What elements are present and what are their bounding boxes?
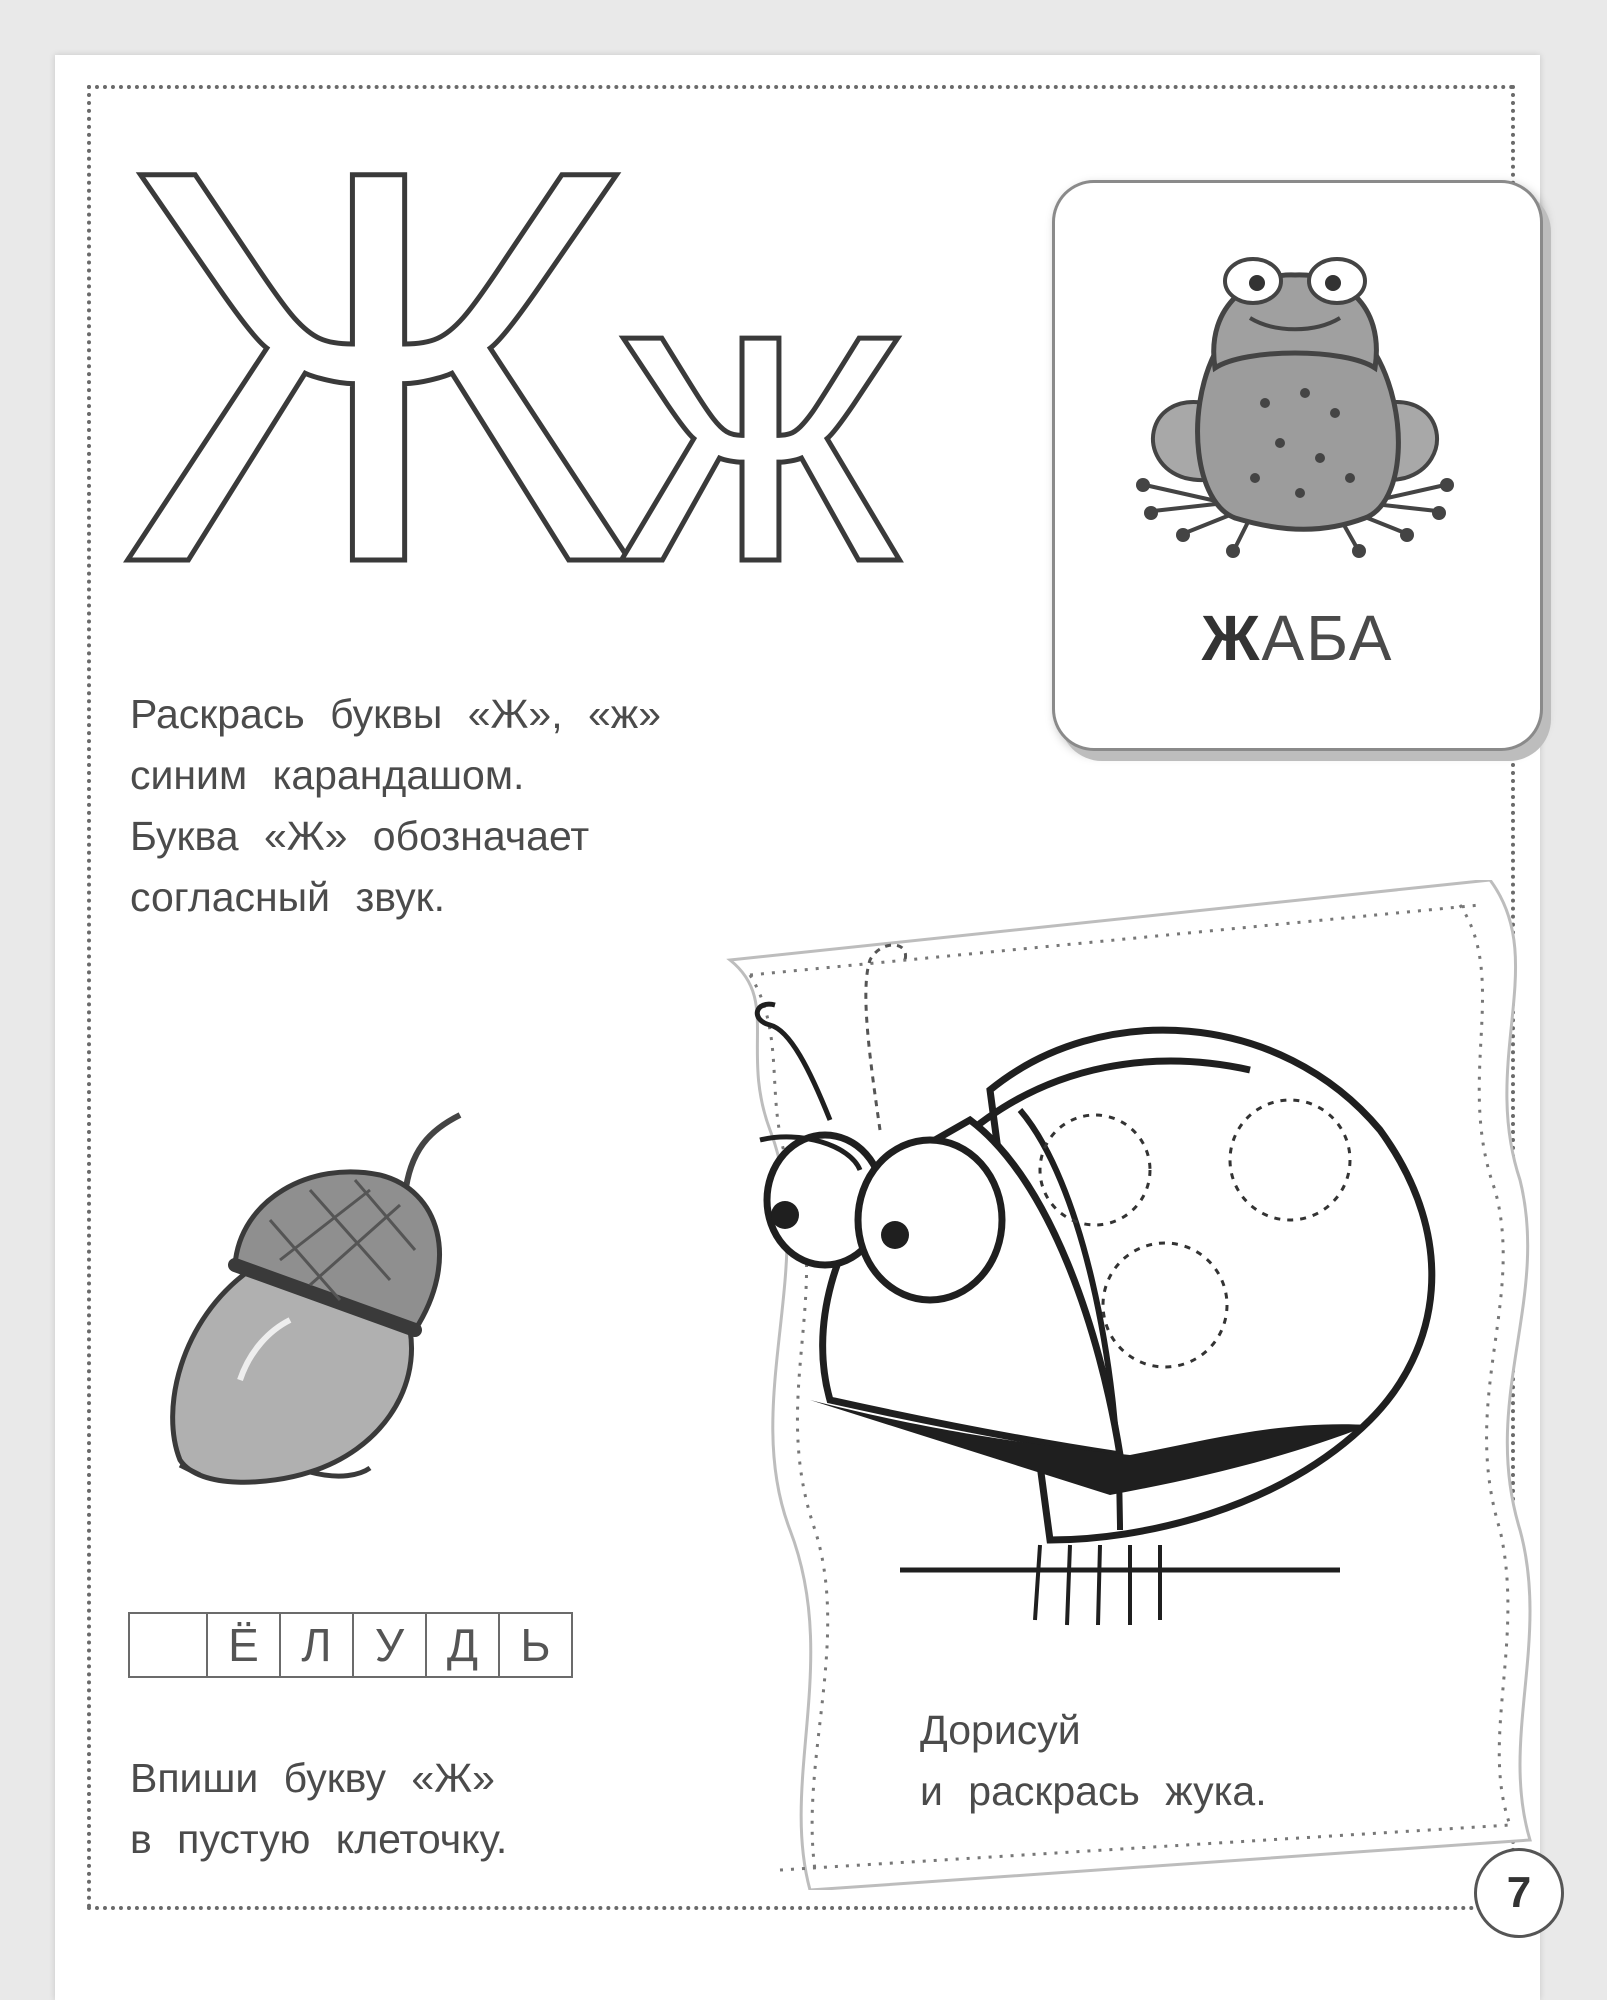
card-word-rest: АБА (1261, 602, 1394, 674)
outline-letter-lower: ж (620, 181, 901, 590)
acorn-illustration (160, 1080, 550, 1500)
page-number: 7 (1474, 1848, 1564, 1938)
letter-cell-empty[interactable] (128, 1612, 208, 1678)
instruction-color-letters: Раскрась буквы «Ж», «ж» синим карандашом. Буква «Ж» обозначает согласный звук. (130, 691, 662, 920)
toad-illustration (1075, 233, 1515, 573)
letter-cell: Л (279, 1612, 354, 1678)
outline-letter-upper: Ж (120, 140, 638, 590)
letter-cell: Ь (498, 1612, 573, 1678)
card-word-first-letter: Ж (1201, 602, 1262, 674)
word-card (1052, 180, 1543, 751)
letter-cell: Ё (206, 1612, 281, 1678)
card-word (1055, 601, 1540, 675)
letter-cell: Д (425, 1612, 500, 1678)
letter-cell: У (352, 1612, 427, 1678)
outline-letters (120, 140, 1040, 590)
instruction-write-letter: Впиши букву «Ж» в пустую клеточку. (130, 1755, 508, 1862)
instruction-draw-beetle: Дорисуй и раскрась жука. (920, 1707, 1267, 1814)
word-grid (130, 1612, 573, 1678)
